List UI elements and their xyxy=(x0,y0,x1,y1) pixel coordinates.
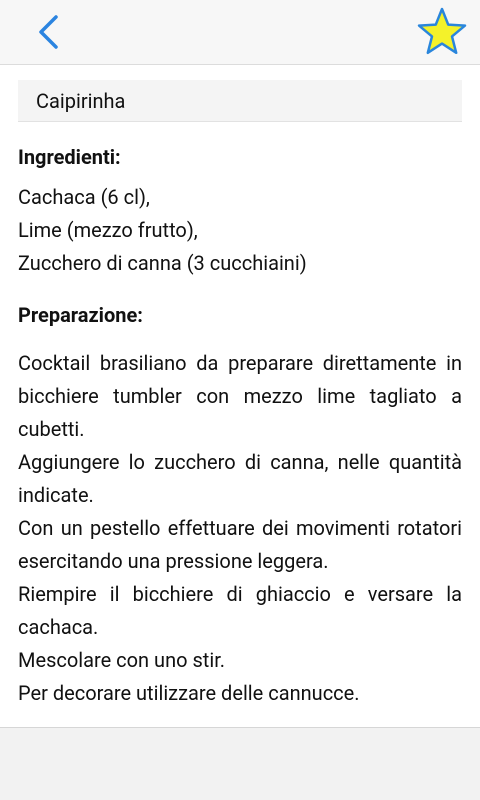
ingredient-item: Cachaca (6 cl), xyxy=(18,185,150,209)
preparation-text xyxy=(18,347,462,710)
favorite-button[interactable] xyxy=(414,4,470,60)
ingredient-item: Zucchero di canna (3 cucchiaini) xyxy=(18,251,307,275)
preparation-step: Con un pestello effettuare dei movimenti rotatori esercitando una pressione leggera. xyxy=(18,516,462,573)
ingredients-list xyxy=(18,181,462,280)
preparation-heading: Preparazione: xyxy=(18,303,143,327)
star-icon xyxy=(416,6,468,58)
preparation-step: Riempire il bicchiere di ghiaccio e versare la cachaca. xyxy=(18,582,462,639)
top-app-bar xyxy=(0,0,480,65)
back-button[interactable] xyxy=(26,10,70,54)
preparation-step: Mescolare con uno stir. xyxy=(18,648,226,672)
ingredients-heading: Ingredienti: xyxy=(18,145,121,169)
preparation-step: Cocktail brasiliano da preparare direttamente in bicchiere tumbler con mezzo lime tagliato a cubetti. xyxy=(18,351,462,441)
preparation-step: Per decorare utilizzare delle cannucce. xyxy=(18,681,360,705)
preparation-step: Aggiungere lo zucchero di canna, nelle quantità indicate. xyxy=(18,450,462,507)
chevron-left-icon xyxy=(36,14,60,50)
recipe-detail xyxy=(0,65,480,728)
recipe-title: Caipirinha xyxy=(18,80,462,122)
ingredient-item: Lime (mezzo frutto), xyxy=(18,218,198,242)
